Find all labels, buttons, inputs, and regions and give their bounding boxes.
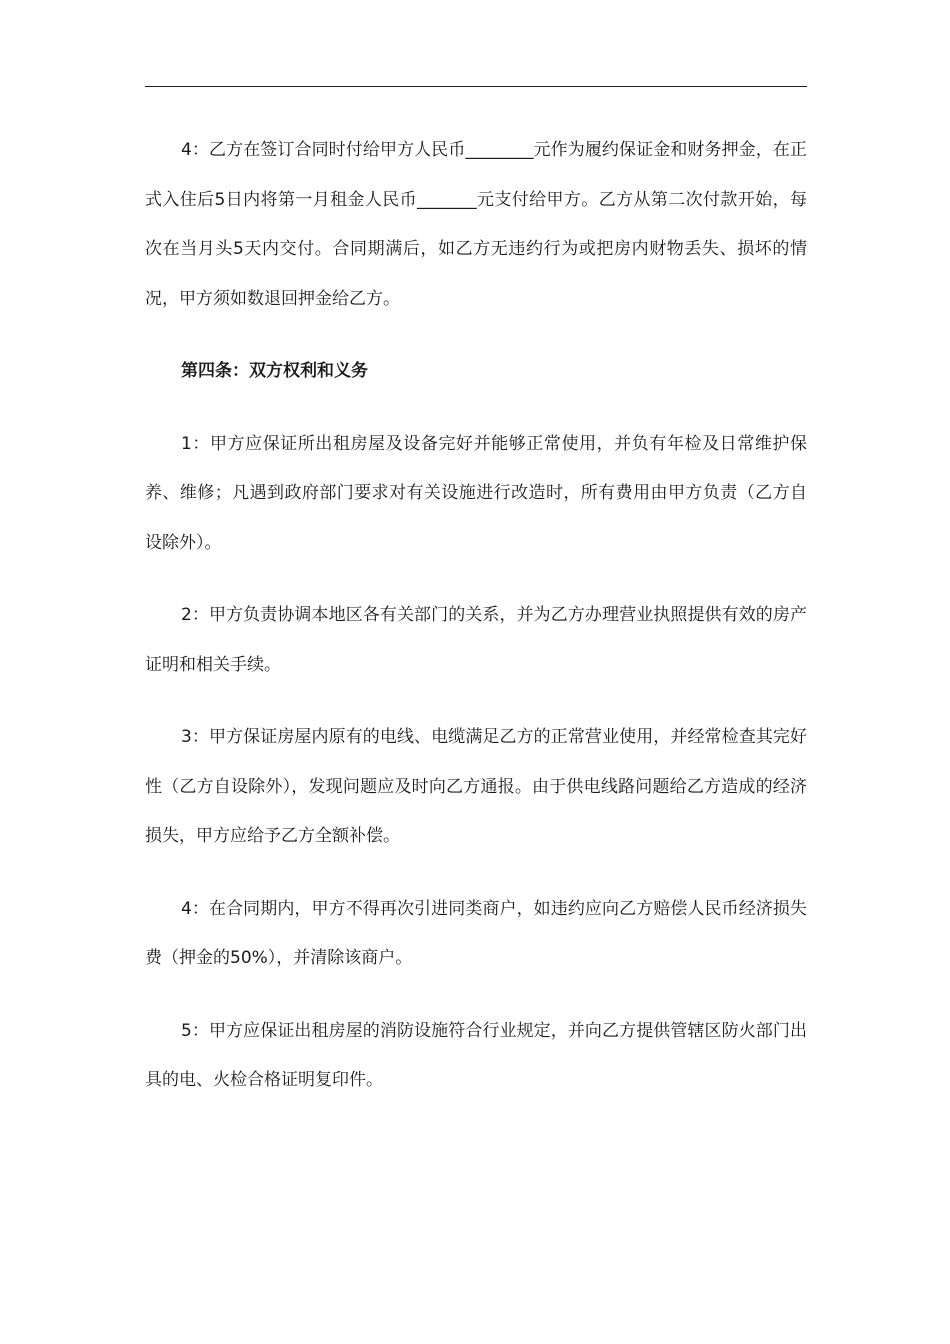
document-body: [145, 126, 807, 1129]
header-divider: [145, 86, 807, 87]
paragraph-deposit-clause: 4：乙方在签订合同时付给甲方人民币________元作为履约保证金和财务押金，在正式入住后5日内将第一月租金人民币_______元支付给甲方。乙方从第二次付款开始，每次在当月头5天内交付。合同期满后，如乙方无违约行为或把房内财物丢失、损坏的情况，甲方须如数退回押金给乙方。: [145, 140, 807, 309]
paragraph-clause-2: 2：甲方负责协调本地区各有关部门的关系，并为乙方办理营业执照提供有效的房产证明和相关手续。: [145, 605, 807, 675]
paragraph-clause-4: 4：在合同期内，甲方不得再次引进同类商户，如违约应向乙方赔偿人民币经济损失费（押金的50%），并清除该商户。: [145, 898, 807, 968]
section-title: 第四条：双方权利和义务: [181, 361, 368, 381]
paragraph-clause-1: 1：甲方应保证所出租房屋及设备完好并能够正常使用，并负有年检及日常维护保养、维修；凡遇到政府部门要求对有关设施进行改造时，所有费用由甲方负责（乙方自设除外）。: [145, 433, 807, 553]
paragraph-clause-5: 5：甲方应保证出租房屋的消防设施符合行业规定，并向乙方提供管辖区防火部门出具的电、火检合格证明复印件。: [145, 1020, 807, 1090]
paragraph-clause-3: 3：甲方保证房屋内原有的电线、电缆满足乙方的正常营业使用，并经常检查其完好性（乙方自设除外），发现问题应及时向乙方通报。由于供电线路问题给乙方造成的经济损失，甲方应给予乙方全额补偿。: [145, 727, 807, 846]
